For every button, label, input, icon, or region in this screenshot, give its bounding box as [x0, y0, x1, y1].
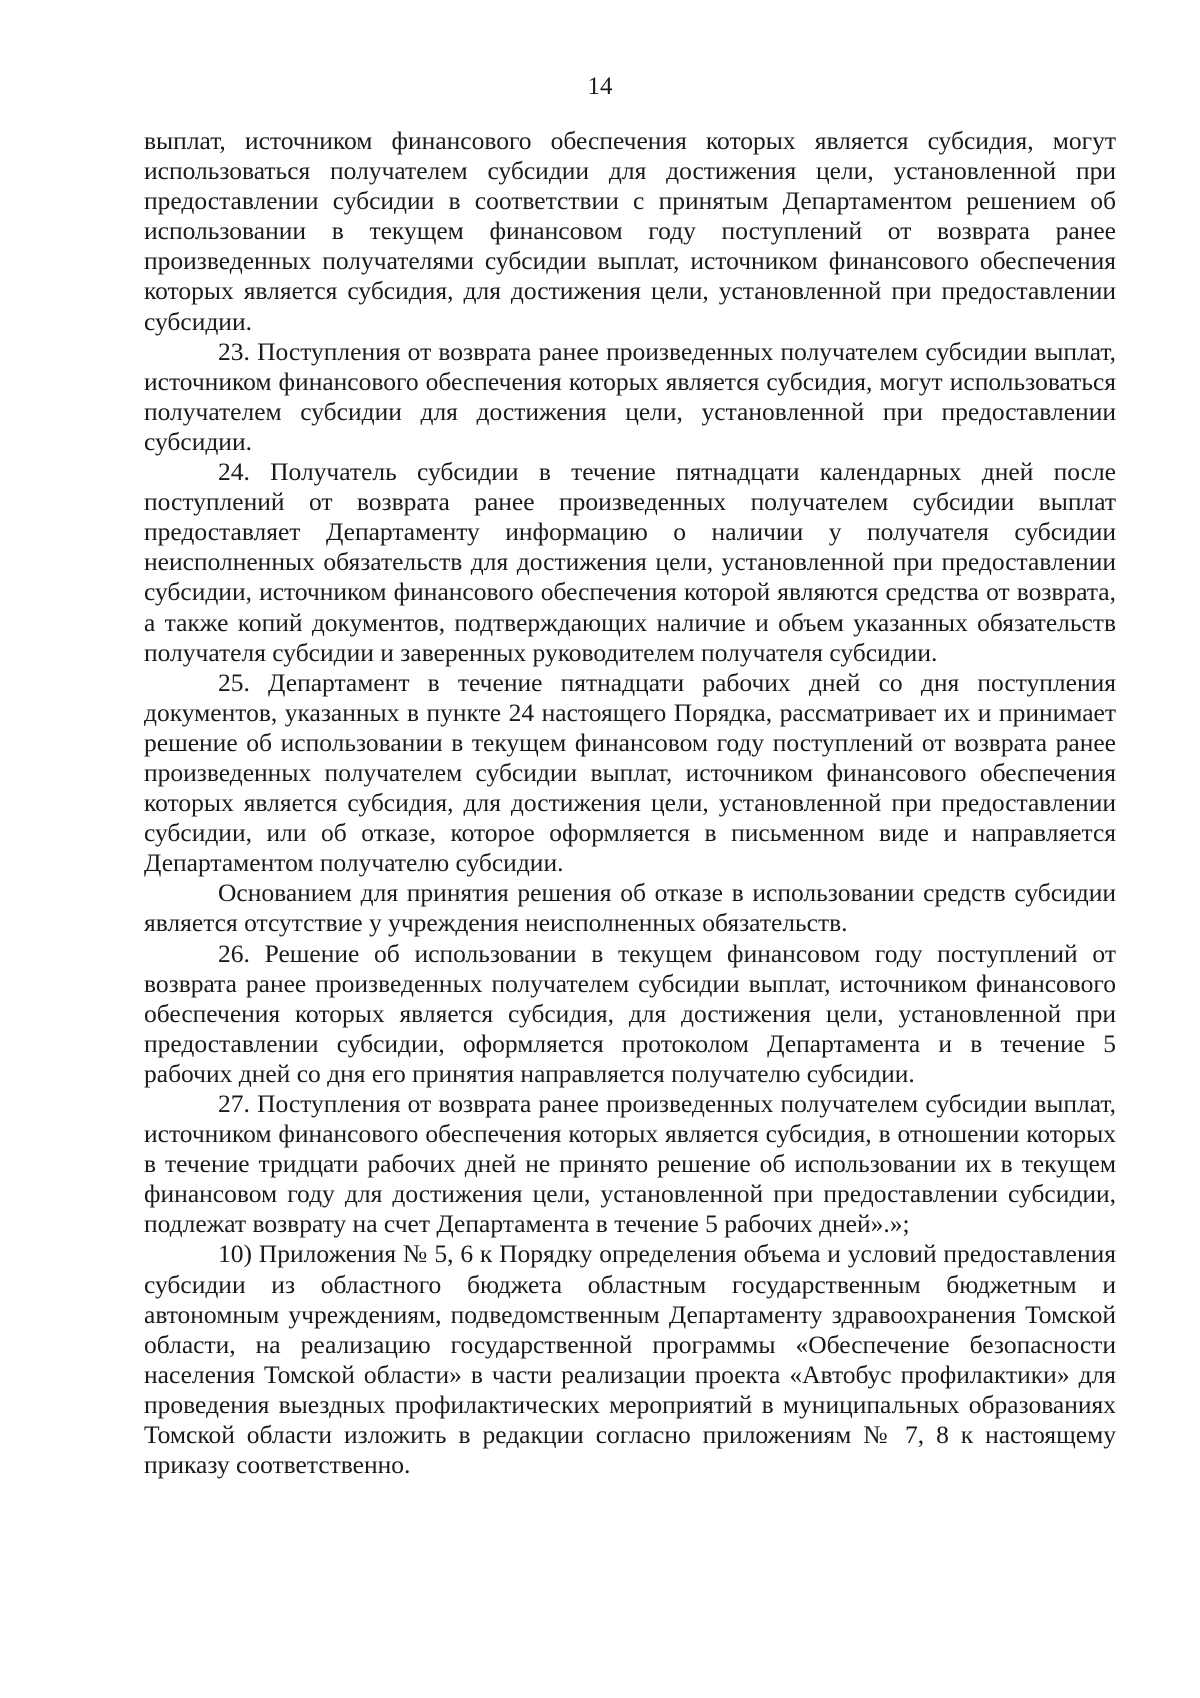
paragraph-item-26: 26. Решение об использовании в текущем финансовом году поступлений от возврата ранее произведенных получателем субсидии выплат, источником финансового обеспечения которых является субсидия, для достижения цели, установленной при предоставлении субсидии, оформляется протоколом Департамента и в течение 5 рабочих дней со дня его принятия направляется получателю субсидии. — [144, 938, 1116, 1088]
paragraph-continuation: выплат, источником финансового обеспечения которых является субсидия, могут использоваться получателем субсидии для достижения цели, установленной при предоставлении субсидии в соответствии с принятым Департаментом решением об использовании в текущем финансовом году поступлений от возврата ранее произведенных получателями субсидии выплат, источником финансового обеспечения которых является субсидия, для достижения цели, установленной при предоставлении субсидии. — [144, 126, 1116, 336]
paragraph-item-25: 25. Департамент в течение пятнадцати рабочих дней со дня поступления документов, указанных в пункте 24 настоящего Порядка, рассматривает их и принимает решение об использовании в текущем финансовом году поступлений от возврата ранее произведенных получателем субсидии выплат, источником финансового обеспечения которых является субсидия, для достижения цели, установленной при предоставлении субсидии, или об отказе, которое оформляется в письменном виде и направляется Департаментом получателю субсидии. — [144, 667, 1116, 878]
document-body — [144, 126, 1116, 1480]
paragraph-item-24: 24. Получатель субсидии в течение пятнадцати календарных дней после поступлений от возврата ранее произведенных получателем субсидии выплат предоставляет Департаменту информацию о наличии у получателя субсидии неисполненных обязательств для достижения цели, установленной при предоставлении субсидии, источником финансового обеспечения которой являются средства от возврата, а также копий документов, подтверждающих наличие и объем указанных обязательств получателя субсидии и заверенных руководителем получателя субсидии. — [144, 457, 1116, 667]
paragraph-refusal-grounds: Основанием для принятия решения об отказе в использовании средств субсидии является отсутствие у учреждения неисполненных обязательств. — [144, 878, 1116, 938]
paragraph-item-10: 10) Приложения № 5, 6 к Порядку определения объема и условий предоставления субсидии из областного бюджета областным государственным бюджетным и автономным учреждениям, подведомственным Департаменту здравоохранения Томской области, на реализацию государственной программы «Обеспечение безопасности населения Томской области» в части реализации проекта «Автобус профилактики» для проведения выездных профилактических мероприятий в муниципальных образованиях Томской области изложить в редакции согласно приложениям № 7, 8 к настоящему приказу соответственно. — [144, 1239, 1116, 1480]
paragraph-item-23: 23. Поступления от возврата ранее произведенных получателем субсидии выплат, источником финансового обеспечения которых является субсидия, могут использоваться получателем субсидии для достижения цели, установленной при предоставлении субсидии. — [144, 336, 1116, 456]
paragraph-item-27: 27. Поступления от возврата ранее произведенных получателем субсидии выплат, источником финансового обеспечения которых является субсидия, в отношении которых в течение тридцати рабочих дней не принято решение об использовании их в текущем финансовом году для достижения цели, установленной при предоставлении субсидии, подлежат возврату на счет Департамента в течение 5 рабочих дней».»; — [144, 1089, 1116, 1239]
page-number: 14 — [587, 73, 613, 100]
